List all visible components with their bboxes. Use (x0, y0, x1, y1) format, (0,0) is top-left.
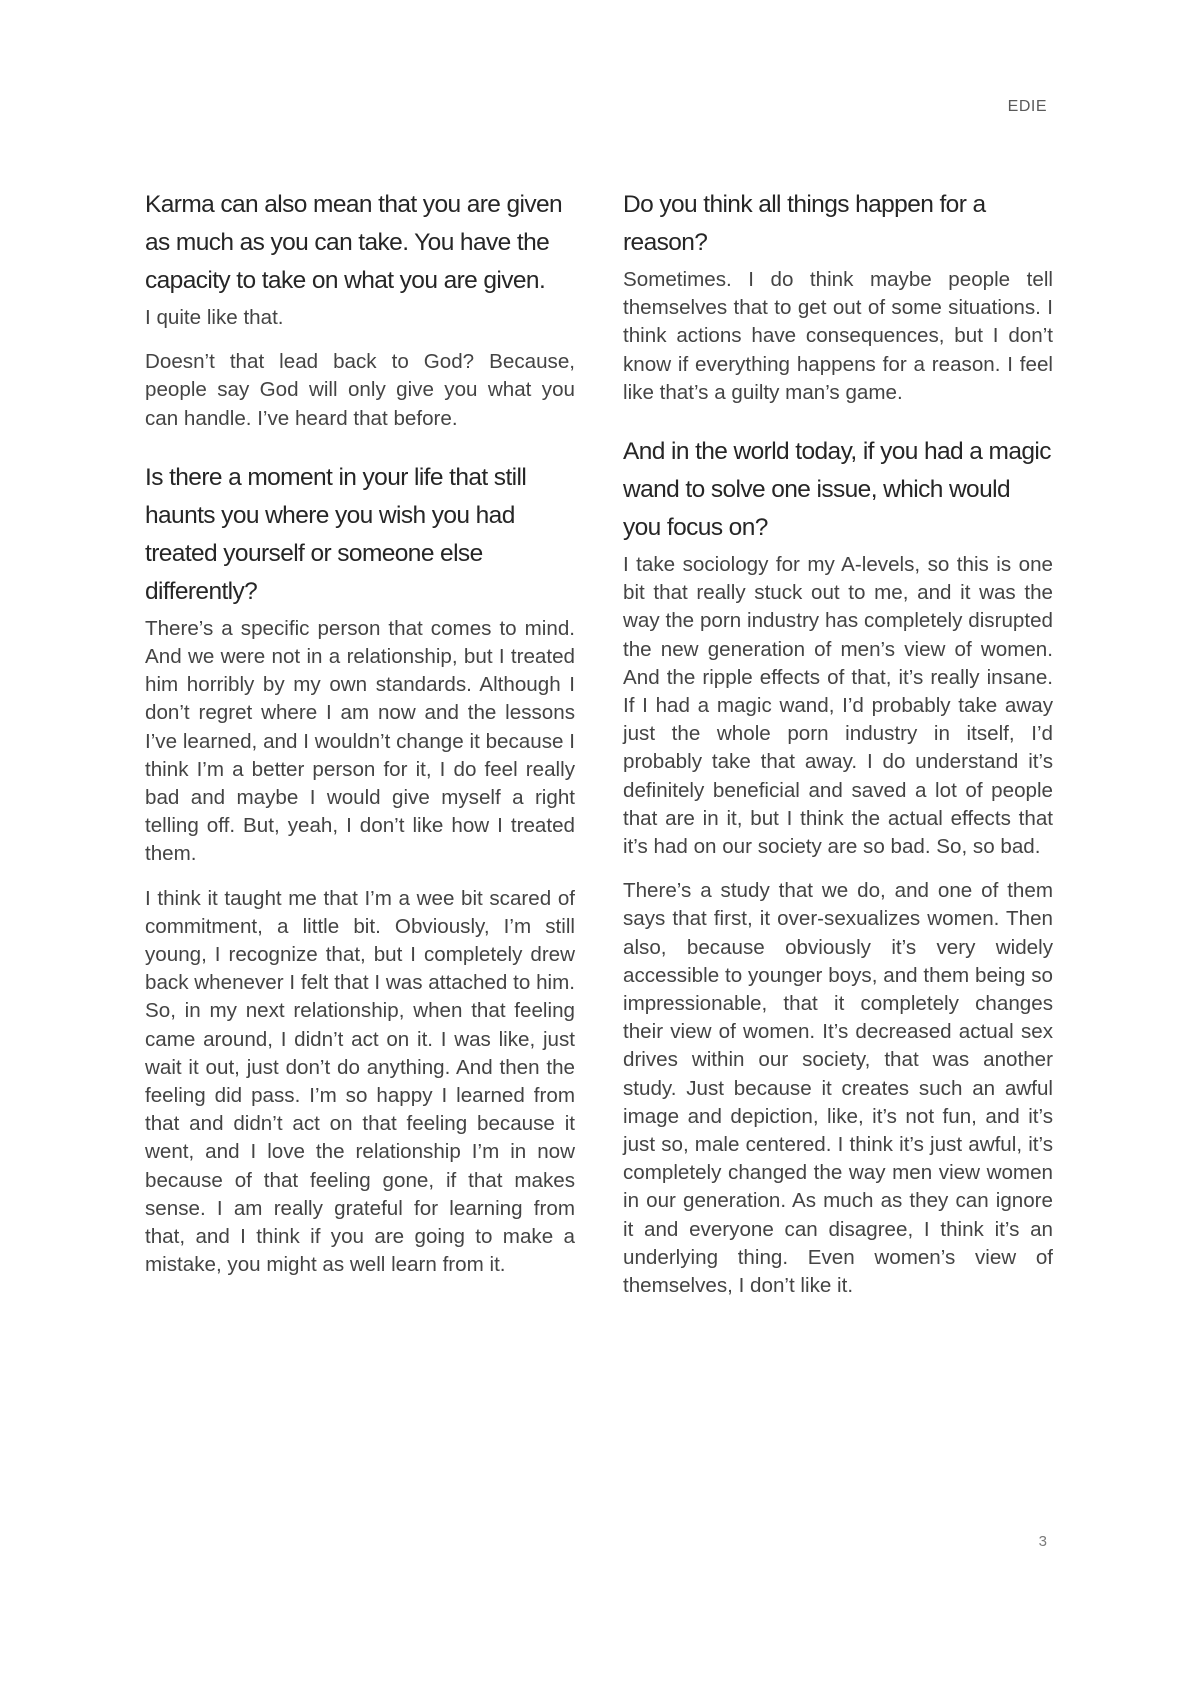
answer-god: Doesn’t that lead back to God? Because, people say God will only give you what you can handle. I’ve heard that before. (145, 350, 575, 430)
running-head: EDIE (1007, 98, 1047, 115)
answer-specific-person: There’s a specific person that comes to mind. And we were not in a relationship, but I treated him horribly by my own standards. Although I don’t regret where I am now and the lessons I’ve learned, and I wouldn’t change it because I think I’m a better person for it, I do feel really bad and maybe I would give myself a right telling off. But, yeah, I don’t like how I treated them. (145, 616, 575, 866)
question-haunts: Is there a moment in your life that still haunts you where you wish you had treated yourself or someone else differently? (145, 463, 527, 605)
page-number: 3 (1038, 1533, 1047, 1550)
question-magic-wand: And in the world today, if you had a magic wand to solve one issue, which would you focus on? (623, 438, 1051, 542)
right-column (623, 186, 1053, 1316)
answer-sociology: I take sociology for my A-levels, so this is one bit that really stuck out to me, and it was the way the porn industry has completely disrupted the new generation of men’s view of women. And the ripple effects of that, it’s really insane. If I had a magic wand, I’d probably take away just the whole porn industry in itself, I’d probably take that away. I do understand it’s definitely beneficial and saved a lot of people that are in it, but I think the actual effects that it’s had on our society are so bad. So, so bad. (623, 553, 1053, 859)
answer-study: There’s a study that we do, and one of them says that first, it over-sexualizes women. Then also, because obviously it’s very widely accessible to younger boys, and them being so impressionable, that it completely changes their view of women. It’s decreased actual sex drives within our society, that was another study. Just because it creates such an awful image and depiction, like, it’s not fun, and it’s just so, male centered. I think it’s just awful, it’s completely changed the way men view women in our generation. As much as they can ignore it and everyone can disagree, I think it’s an underlying thing. Even women’s view of themselves, I don’t like it. (623, 879, 1053, 1298)
question-reason: Do you think all things happen for a reason? (623, 191, 986, 256)
answer-commitment: I think it taught me that I’m a wee bit scared of commitment, a little bit. Obviously, I’m still young, I recognize that, but I completely drew back whenever I felt that I was attached to him. So, in my next relationship, when that feeling came around, I didn’t act on it. I was like, just wait it out, just don’t do anything. And then the feeling did pass. I’m so happy I learned from that and didn’t act on that feeling because it went, and I love the relationship I’m in now because of that feeling gone, if that makes sense. I am really grateful for learning from that, and I think if you are going to make a mistake, you might as well learn from it. (145, 886, 575, 1277)
answer-sometimes: Sometimes. I do think maybe people tell themselves that to get out of some situations. I think actions have consequences, but I don’t know if everything happens for a reason. I feel like that’s a guilty man’s game. (623, 268, 1053, 404)
question-karma: Karma can also mean that you are given as much as you can take. You have the capacity to take on what you are given. (145, 191, 563, 294)
answer-quite-like: I quite like that. (145, 306, 284, 329)
left-column (145, 186, 575, 1295)
